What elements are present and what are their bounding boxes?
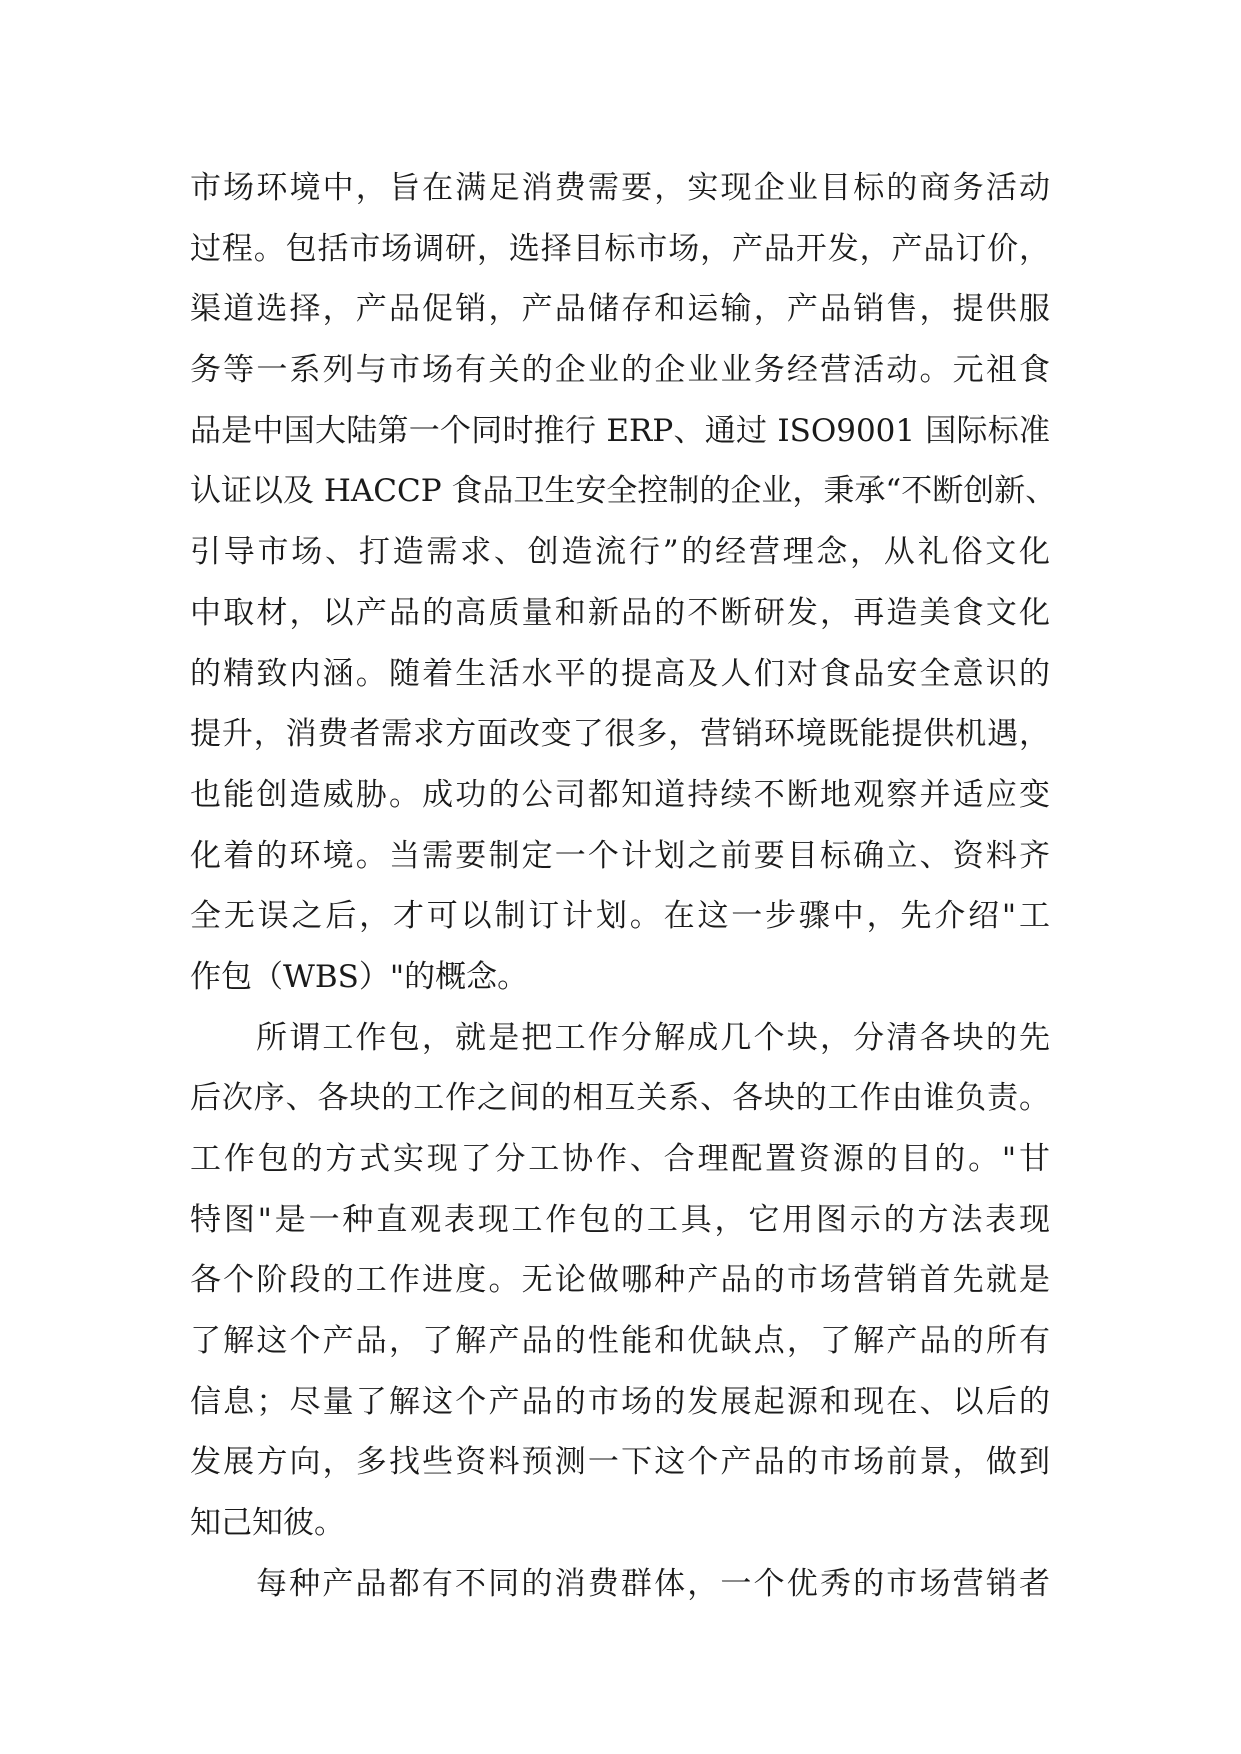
paragraph-3-line-1: 每种产品都有不同的消费群体，一个优秀的市场营销者 [256, 1565, 1050, 1602]
paragraph-2-line-5: 各个阶段的工作进度。无论做哪种产品的市场营销首先就是 [190, 1262, 1050, 1299]
paragraph-1-line-1: 市场环境中，旨在满足消费需要，实现企业目标的商务活动 [190, 170, 1050, 206]
paragraph-2-line-7: 信息；尽量了解这个产品的市场的发展起源和现在、以后的 [190, 1383, 1050, 1420]
paragraph-1-line-11: 也能创造威胁。成功的公司都知道持续不断地观察并适应变 [190, 776, 1050, 813]
paragraph-2-line-9: 知己知彼。 [190, 1505, 345, 1542]
paragraph-1-line-14: 作包（WBS）"的概念。 [190, 958, 529, 995]
paragraph-2-line-2: 后次序、各块的工作之间的相互关系、各块的工作由谁负责。 [190, 1080, 1050, 1117]
paragraph-1-line-2: 过程。包括市场调研，选择目标市场，产品开发，产品订价， [190, 230, 1050, 267]
paragraph-1-line-13: 全无误之后，才可以制订计划。在这一步骤中，先介绍"工 [190, 898, 1050, 935]
paragraph-1-line-3: 渠道选择，产品促销，产品储存和运输，产品销售，提供服 [190, 291, 1050, 328]
paragraph-2-line-6: 了解这个产品，了解产品的性能和优缺点，了解产品的所有 [190, 1323, 1050, 1360]
paragraph-1-line-4: 务等一系列与市场有关的企业的企业业务经营活动。元祖食 [190, 352, 1050, 389]
paragraph-2-line-4: 特图"是一种直观表现工作包的工具，它用图示的方法表现 [190, 1201, 1050, 1238]
paragraph-2-line-1: 所谓工作包，就是把工作分解成几个块，分清各块的先 [256, 1019, 1050, 1056]
body-text [190, 158, 1057, 1615]
paragraph-1-line-5: 品是中国大陆第一个同时推行 ERP、通过 ISO9001 国际标准 [190, 412, 1050, 449]
paragraph-1-line-10: 提升，消费者需求方面改变了很多，营销环境既能提供机遇， [190, 716, 1050, 753]
paragraph-1-line-9: 的精致内涵。随着生活水平的提高及人们对食品安全意识的 [190, 655, 1050, 692]
paragraph-1-line-6: 认证以及 HACCP 食品卫生安全控制的企业，秉承“不断创新、 [190, 473, 1057, 510]
paragraph-1-line-7: 引导市场、打造需求、创造流行”的经营理念，从礼俗文化 [190, 534, 1050, 571]
paragraph-2-line-8: 发展方向，多找些资料预测一下这个产品的市场前景，做到 [190, 1444, 1050, 1481]
paragraph-1-line-8: 中取材，以产品的高质量和新品的不断研发，再造美食文化 [190, 594, 1050, 631]
paragraph-2-line-3: 工作包的方式实现了分工协作、合理配置资源的目的。"甘 [190, 1141, 1050, 1177]
paragraph-1-line-12: 化着的环境。当需要制定一个计划之前要目标确立、资料齐 [190, 837, 1050, 874]
